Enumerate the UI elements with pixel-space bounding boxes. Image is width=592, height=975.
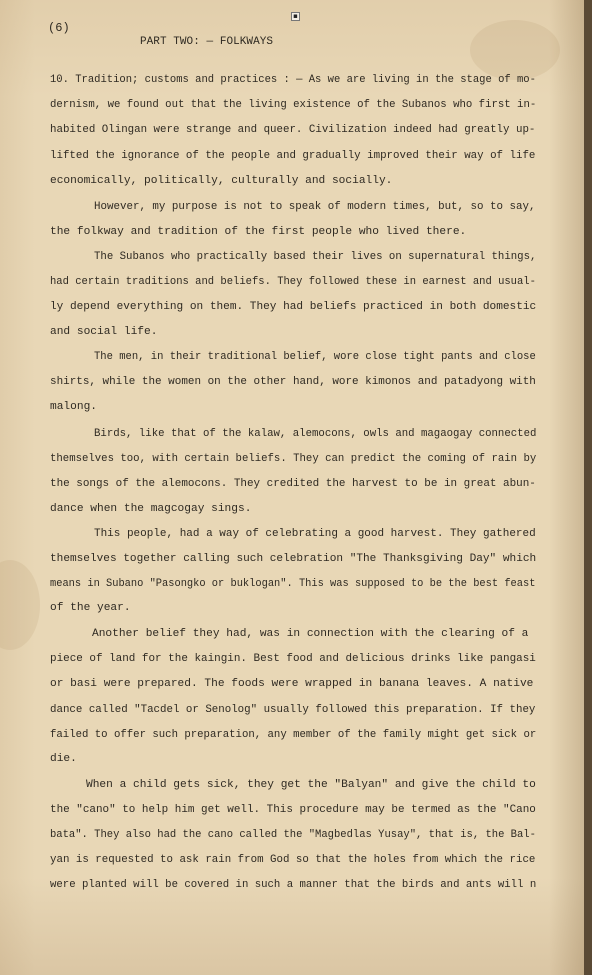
text-line: economically, politically, culturally and socially. bbox=[50, 175, 393, 187]
text-line: malong. bbox=[50, 401, 97, 413]
text-line: When a child gets sick, they get the "Balyan" and give the child to bbox=[86, 779, 536, 791]
text-line: the songs of the alemocons. They credited the harvest to be in great abun- bbox=[50, 478, 536, 490]
text-line: failed to offer such preparation, any member of the family might get sick or bbox=[50, 729, 537, 741]
scan-marker-icon: ▪ bbox=[291, 12, 300, 21]
text-line: were planted will be covered in such a manner that the birds and ants will n bbox=[50, 879, 537, 891]
text-line: Another belief they had, was in connection with the clearing of a bbox=[92, 628, 529, 640]
text-line: This people, had a way of celebrating a good harvest. They gathered bbox=[94, 528, 536, 540]
text-line: habited Olingan were strange and queer. Civilization indeed had greatly up- bbox=[50, 124, 536, 136]
text-line: die. bbox=[50, 753, 77, 765]
page-title: PART TWO: — FOLKWAYS bbox=[140, 36, 274, 48]
text-line: piece of land for the kaingin. Best food and delicious drinks like pangasi bbox=[50, 653, 536, 665]
text-line: of the year. bbox=[50, 602, 131, 614]
text-line: the folkway and tradition of the first people who lived there. bbox=[50, 226, 467, 238]
text-line: The men, in their traditional belief, wore close tight pants and close bbox=[94, 351, 536, 363]
text-line: bata". They also had the cano called the "Magbedlas Yusay", that is, the Bal- bbox=[50, 829, 536, 841]
page-edge-shadow bbox=[584, 0, 592, 975]
text-line: shirts, while the women on the other hand, wore kimonos and patadyong with bbox=[50, 376, 536, 388]
text-line: themselves too, with certain beliefs. They can predict the coming of rain by bbox=[50, 453, 537, 465]
text-line: dance called "Tacdel or Senolog" usually followed this preparation. If they bbox=[50, 704, 536, 716]
text-line: Birds, like that of the kalaw, alemocons, owls and magaogay connected bbox=[94, 428, 537, 440]
text-line: yan is requested to ask rain from God so that the holes from which the rice bbox=[50, 854, 536, 866]
text-line: means in Subano "Pasongko or buklogan". This was supposed to be the best feast bbox=[50, 578, 536, 590]
text-line: lifted the ignorance of the people and gradually improved their way of life bbox=[50, 150, 536, 162]
text-line: dernism, we found out that the living existence of the Subanos who first in- bbox=[50, 99, 537, 111]
text-line: 10. Tradition; customs and practices : — As we are living in the stage of mo- bbox=[50, 74, 536, 86]
text-line: the "cano" to help him get well. This procedure may be termed as the "Cano bbox=[50, 804, 536, 816]
text-line: The Subanos who practically based their lives on supernatural things, bbox=[94, 251, 537, 263]
text-line: dance when the magcogay sings. bbox=[50, 503, 252, 515]
text-line: ly depend everything on them. They had beliefs practiced in both domestic bbox=[50, 301, 537, 313]
text-line: had certain traditions and beliefs. They followed these in earnest and usual- bbox=[50, 276, 536, 288]
text-line: or basi were prepared. The foods were wrapped in banana leaves. A native bbox=[50, 678, 534, 690]
text-line: and social life. bbox=[50, 326, 158, 338]
text-line: themselves together calling such celebration "The Thanksgiving Day" which bbox=[50, 553, 537, 565]
text-line: However, my purpose is not to speak of modern times, but, so to say, bbox=[94, 201, 536, 213]
page-number: (6) bbox=[48, 21, 70, 35]
